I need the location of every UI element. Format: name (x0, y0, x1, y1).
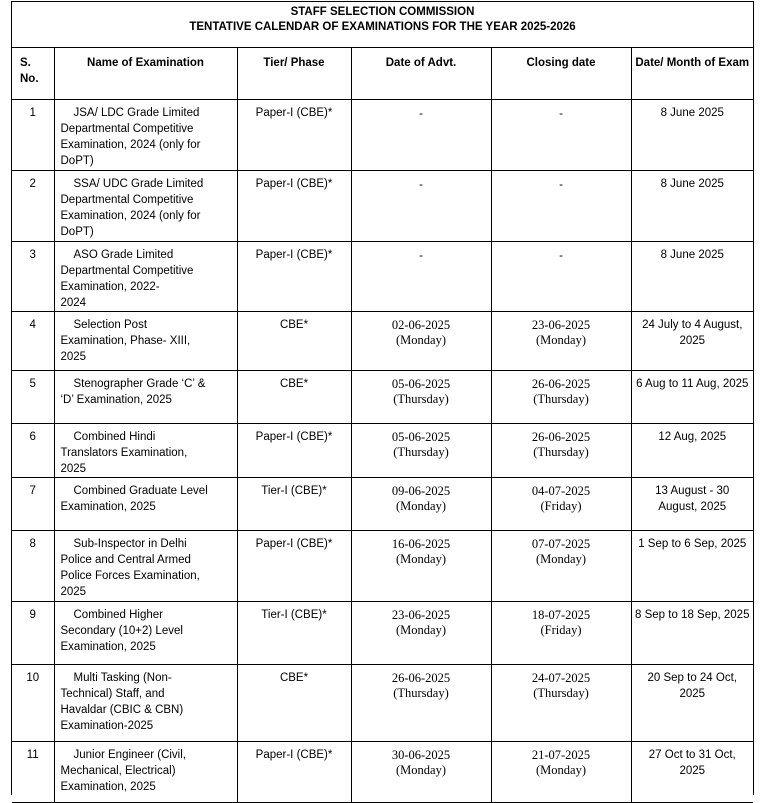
serial-number-cell: 3 (12, 242, 54, 312)
closing-date-cell: - (491, 242, 631, 312)
exam-date-cell: 12 Aug, 2025 (631, 424, 753, 478)
exam-date-cell: 27 Oct to 31 Oct, 2025 (631, 742, 753, 803)
commission-title: STAFF SELECTION COMMISSION (290, 6, 475, 18)
advt-date-cell: 02-06-2025 (Monday) (351, 312, 491, 371)
exam-name-cell: Junior Engineer (Civil, Mechanical, Electrical) Examination, 2025 (54, 742, 237, 803)
advt-date-cell: 09-06-2025 (Monday) (351, 478, 491, 531)
serial-number-cell: 1 (12, 100, 54, 171)
exam-date-cell: 13 August - 30 August, 2025 (631, 478, 753, 531)
exam-name-cell: Combined Higher Secondary (10+2) Level Examination, 2025 (54, 602, 237, 665)
exam-name-cell: Stenographer Grade ‘C’ & ‘D’ Examination, 2025 (54, 371, 237, 424)
advt-date-cell: 26-06-2025 (Thursday) (351, 665, 491, 742)
tier-phase-cell: CBE* (237, 312, 351, 371)
exam-calendar-document (11, 1, 754, 795)
serial-number-cell: 5 (12, 371, 54, 424)
exam-name-cell: JSA/ LDC Grade Limited Departmental Competitive Examination, 2024 (only for DoPT) (54, 100, 237, 171)
table-row (12, 371, 753, 424)
exam-date-cell: 8 June 2025 (631, 171, 753, 242)
exam-name-cell: Multi Tasking (Non- Technical) Staff, and Havaldar (CBIC & CBN) Examination-2025 (54, 665, 237, 742)
header-exam-date: Date/ Month of Exam (631, 48, 753, 100)
tier-phase-cell: CBE* (237, 371, 351, 424)
serial-number-cell: 6 (12, 424, 54, 478)
serial-number-cell: 4 (12, 312, 54, 371)
exam-name-cell: Sub-Inspector in Delhi Police and Central Armed Police Forces Examination, 2025 (54, 531, 237, 602)
tier-phase-cell: CBE* (237, 665, 351, 742)
tier-phase-cell: Paper-I (CBE)* (237, 242, 351, 312)
table-row (12, 312, 753, 371)
advt-date-cell: - (351, 100, 491, 171)
exam-date-cell: 8 June 2025 (631, 242, 753, 312)
table-row (12, 478, 753, 531)
advt-date-cell: 30-06-2025 (Monday) (351, 742, 491, 803)
table-row (12, 424, 753, 478)
serial-number-cell: 8 (12, 531, 54, 602)
tier-phase-cell: Paper-I (CBE)* (237, 742, 351, 803)
exam-calendar-table (12, 47, 753, 803)
tier-phase-cell: Paper-I (CBE)* (237, 424, 351, 478)
closing-date-cell: 07-07-2025 (Monday) (491, 531, 631, 602)
exam-name-cell: SSA/ UDC Grade Limited Departmental Competitive Examination, 2024 (only for DoPT) (54, 171, 237, 242)
closing-date-cell: 26-06-2025 (Thursday) (491, 424, 631, 478)
advt-date-cell: - (351, 171, 491, 242)
serial-number-cell: 2 (12, 171, 54, 242)
exam-date-cell: 8 June 2025 (631, 100, 753, 171)
table-row (12, 665, 753, 742)
header-sno: S. No. (12, 48, 54, 100)
table-row (12, 100, 753, 171)
table-row (12, 602, 753, 665)
tier-phase-cell: Tier-I (CBE)* (237, 478, 351, 531)
closing-date-cell: - (491, 171, 631, 242)
exam-date-cell: 6 Aug to 11 Aug, 2025 (631, 371, 753, 424)
table-row (12, 531, 753, 602)
advt-date-cell: - (351, 242, 491, 312)
serial-number-cell: 9 (12, 602, 54, 665)
table-row (12, 171, 753, 242)
closing-date-cell: 21-07-2025 (Monday) (491, 742, 631, 803)
exam-name-cell: Combined Hindi Translators Examination, 2025 (54, 424, 237, 478)
exam-name-cell: ASO Grade Limited Departmental Competitive Examination, 2022- 2024 (54, 242, 237, 312)
exam-date-cell: 24 July to 4 August, 2025 (631, 312, 753, 371)
closing-date-cell: 23-06-2025 (Monday) (491, 312, 631, 371)
closing-date-cell: 04-07-2025 (Friday) (491, 478, 631, 531)
advt-date-cell: 23-06-2025 (Monday) (351, 602, 491, 665)
tier-phase-cell: Paper-I (CBE)* (237, 531, 351, 602)
header-row (12, 48, 753, 100)
table-row (12, 742, 753, 803)
tier-phase-cell: Paper-I (CBE)* (237, 100, 351, 171)
tier-phase-cell: Paper-I (CBE)* (237, 171, 351, 242)
exam-date-cell: 20 Sep to 24 Oct, 2025 (631, 665, 753, 742)
exam-date-cell: 1 Sep to 6 Sep, 2025 (631, 531, 753, 602)
tier-phase-cell: Tier-I (CBE)* (237, 602, 351, 665)
serial-number-cell: 10 (12, 665, 54, 742)
advt-date-cell: 05-06-2025 (Thursday) (351, 424, 491, 478)
exam-name-cell: Combined Graduate Level Examination, 2025 (54, 478, 237, 531)
document-heading (12, 2, 753, 47)
exam-name-cell: Selection Post Examination, Phase- XIII, 2025 (54, 312, 237, 371)
serial-number-cell: 11 (12, 742, 54, 803)
header-closing-date: Closing date (491, 48, 631, 100)
advt-date-cell: 16-06-2025 (Monday) (351, 531, 491, 602)
closing-date-cell: - (491, 100, 631, 171)
calendar-title: TENTATIVE CALENDAR OF EXAMINATIONS FOR THE YEAR 2025-2026 (189, 21, 576, 33)
advt-date-cell: 05-06-2025 (Thursday) (351, 371, 491, 424)
table-row (12, 242, 753, 312)
closing-date-cell: 26-06-2025 (Thursday) (491, 371, 631, 424)
exam-date-cell: 8 Sep to 18 Sep, 2025 (631, 602, 753, 665)
header-tier-phase: Tier/ Phase (237, 48, 351, 100)
header-advt-date: Date of Advt. (351, 48, 491, 100)
header-exam-name: Name of Examination (54, 48, 237, 100)
closing-date-cell: 24-07-2025 (Thursday) (491, 665, 631, 742)
serial-number-cell: 7 (12, 478, 54, 531)
closing-date-cell: 18-07-2025 (Friday) (491, 602, 631, 665)
